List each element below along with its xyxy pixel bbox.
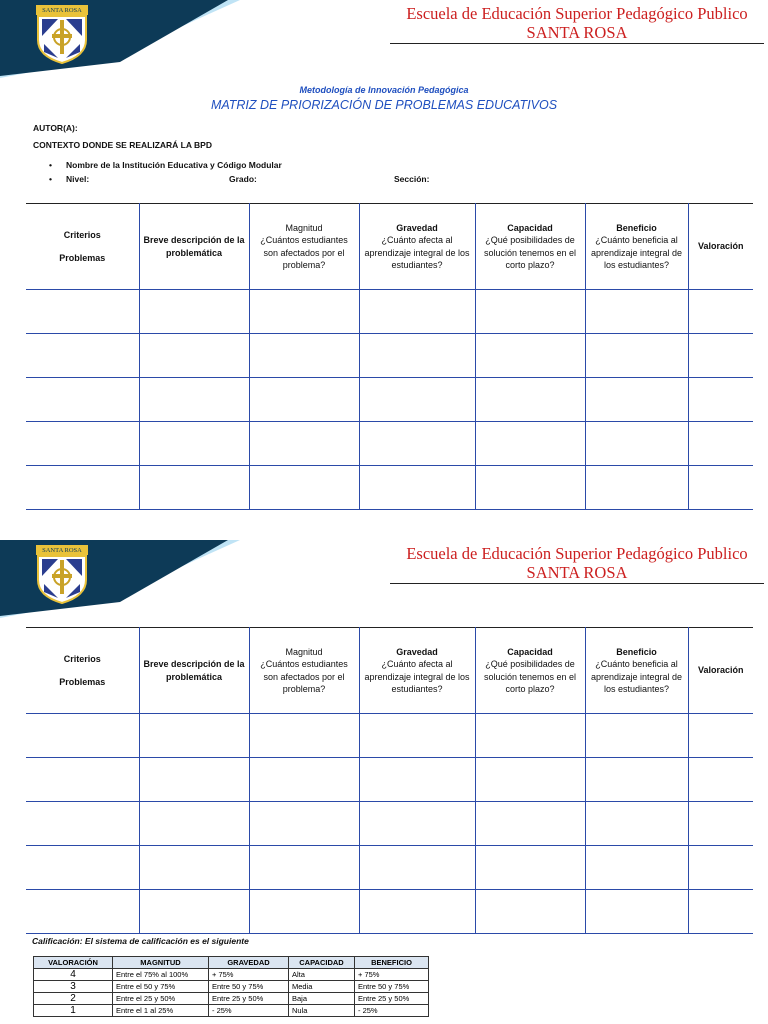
page-2	[0, 540, 768, 1024]
matrix-cell[interactable]	[475, 422, 585, 466]
matrix-cell[interactable]	[249, 714, 359, 758]
matrix-cell[interactable]	[688, 290, 753, 334]
matrix-cell[interactable]	[249, 890, 359, 934]
cal-cell-capacidad: Baja	[289, 993, 355, 1005]
cal-header-beneficio: BENEFICIO	[355, 957, 429, 969]
matrix-cell[interactable]	[139, 422, 249, 466]
cal-cell-magnitud: Entre el 25 y 50%	[113, 993, 209, 1005]
cal-cell-gravedad: + 75%	[209, 969, 289, 981]
school-name-line2: SANTA ROSA	[526, 563, 628, 582]
cal-cell-beneficio: Entre 50 y 75%	[355, 981, 429, 993]
criterios-label: Criterios	[63, 653, 101, 664]
matrix-cell[interactable]	[475, 714, 585, 758]
cal-cell-magnitud: Entre el 1 al 25%	[113, 1005, 209, 1017]
matrix-cell[interactable]	[249, 378, 359, 422]
matrix-cell[interactable]	[359, 334, 475, 378]
capacidad-question: ¿Qué posibilidades de solución tenemos en el corto plazo?	[483, 659, 577, 694]
matrix-cell[interactable]	[26, 334, 139, 378]
header-valoracion	[688, 204, 753, 290]
matrix-cell[interactable]	[359, 714, 475, 758]
matrix-row	[26, 422, 753, 466]
matrix-cell[interactable]	[26, 758, 139, 802]
matrix-cell[interactable]	[688, 802, 753, 846]
matrix-cell[interactable]	[26, 378, 139, 422]
matrix-cell[interactable]	[585, 714, 688, 758]
matrix-cell[interactable]	[475, 466, 585, 510]
document-subtitle: Metodología de Innovación Pedagógica	[299, 85, 469, 95]
matrix-cell[interactable]	[585, 466, 688, 510]
problemas-label: Problemas	[59, 252, 106, 263]
cal-cell-magnitud: Entre el 50 y 75%	[113, 981, 209, 993]
matrix-cell[interactable]	[475, 846, 585, 890]
matrix-cell[interactable]	[585, 758, 688, 802]
beneficio-question: ¿Cuánto beneficia al aprendizaje integral de los estudiantes?	[590, 235, 683, 270]
matrix-cell[interactable]	[359, 846, 475, 890]
gravedad-question: ¿Cuánto afecta al aprendizaje integral de los estudiantes?	[364, 659, 470, 694]
matrix-cell[interactable]	[475, 334, 585, 378]
capacidad-question: ¿Qué posibilidades de solución tenemos en el corto plazo?	[483, 235, 577, 270]
calificacion-row	[34, 981, 429, 993]
matrix-cell[interactable]	[249, 846, 359, 890]
beneficio-question: ¿Cuánto beneficia al aprendizaje integral de los estudiantes?	[590, 659, 683, 694]
cal-cell-capacidad: Media	[289, 981, 355, 993]
matrix-cell[interactable]	[139, 758, 249, 802]
cal-cell-beneficio: + 75%	[355, 969, 429, 981]
matrix-row	[26, 714, 753, 758]
school-name	[390, 4, 764, 42]
nivel-label: • Nivel:	[66, 174, 89, 184]
context-label: CONTEXTO DONDE SE REALIZARÁ LA BPD	[33, 140, 212, 150]
header-beneficio	[585, 204, 688, 290]
cal-header-gravedad: GRAVEDAD	[209, 957, 289, 969]
matrix-header-row	[26, 204, 753, 290]
cal-header-magnitud: MAGNITUD	[113, 957, 209, 969]
header-valoracion	[688, 628, 753, 714]
matrix-cell[interactable]	[585, 846, 688, 890]
matrix-cell[interactable]	[139, 334, 249, 378]
matrix-cell[interactable]	[249, 466, 359, 510]
matrix-cell[interactable]	[475, 290, 585, 334]
header-magnitud	[249, 204, 359, 290]
gravedad-title: Gravedad	[396, 646, 438, 657]
valoracion-label: Valoración	[697, 665, 744, 676]
school-name-line1: Escuela de Educación Superior Pedagógico Publico	[406, 544, 748, 563]
gravedad-question: ¿Cuánto afecta al aprendizaje integral de los estudiantes?	[364, 235, 470, 270]
logo-text	[37, 545, 87, 554]
header-magnitud	[249, 628, 359, 714]
matrix-cell[interactable]	[26, 890, 139, 934]
matrix-cell[interactable]	[249, 422, 359, 466]
matrix-cell[interactable]	[475, 378, 585, 422]
header-descripcion	[139, 204, 249, 290]
matrix-cell[interactable]	[359, 890, 475, 934]
header-rule	[390, 583, 764, 584]
matrix-cell[interactable]	[359, 290, 475, 334]
cal-cell-gravedad: Entre 25 y 50%	[209, 993, 289, 1005]
school-name	[390, 544, 764, 582]
beneficio-title: Beneficio	[616, 646, 657, 657]
header-capacidad	[475, 628, 585, 714]
matrix-cell[interactable]	[688, 846, 753, 890]
matrix-cell[interactable]	[139, 890, 249, 934]
calificacion-row	[34, 993, 429, 1005]
calificacion-row	[34, 969, 429, 981]
matrix-cell[interactable]	[359, 466, 475, 510]
matrix-row	[26, 890, 753, 934]
header-descripcion	[139, 628, 249, 714]
header-criterios	[26, 628, 139, 714]
matrix-cell[interactable]	[475, 758, 585, 802]
matrix-cell[interactable]	[585, 290, 688, 334]
descripcion-label: Breve descripción de la problemática	[143, 659, 245, 682]
matrix-cell[interactable]	[688, 422, 753, 466]
matrix-cell[interactable]	[359, 802, 475, 846]
matrix-header-row	[26, 628, 753, 714]
matrix-cell[interactable]	[475, 890, 585, 934]
matrix-cell[interactable]	[585, 378, 688, 422]
matrix-cell[interactable]	[249, 334, 359, 378]
header-rule	[390, 43, 764, 44]
matrix-cell[interactable]	[249, 290, 359, 334]
matrix-cell[interactable]	[26, 290, 139, 334]
page-separator	[0, 520, 768, 540]
cal-cell-magnitud: Entre el 75% al 100%	[113, 969, 209, 981]
header-capacidad	[475, 204, 585, 290]
matrix-cell[interactable]	[26, 846, 139, 890]
matrix-cell[interactable]	[688, 334, 753, 378]
matrix-cell[interactable]	[359, 758, 475, 802]
cal-cell-valoracion: 1	[34, 1005, 113, 1017]
problemas-label: Problemas	[59, 676, 106, 687]
matrix-cell[interactable]	[585, 890, 688, 934]
matrix-cell[interactable]	[139, 378, 249, 422]
magnitud-question: ¿Cuántos estudiantes son afectados por el problema?	[260, 659, 348, 694]
cal-cell-valoracion: 3	[34, 981, 113, 993]
matrix-cell[interactable]	[688, 758, 753, 802]
institution-label: • Nombre de la Institución Educativa y Código Modular	[66, 160, 282, 170]
matrix-cell[interactable]	[139, 466, 249, 510]
magnitud-question: ¿Cuántos estudiantes son afectados por el problema?	[260, 235, 348, 270]
gravedad-title: Gravedad	[396, 222, 438, 233]
cal-header-valoracion: VALORACIÓN	[34, 957, 113, 969]
matrix-cell[interactable]	[26, 422, 139, 466]
matrix-row	[26, 378, 753, 422]
matrix-row	[26, 334, 753, 378]
matrix-row	[26, 846, 753, 890]
criterios-label: Criterios	[63, 229, 101, 240]
valoracion-label: Valoración	[697, 241, 744, 252]
matrix-row	[26, 466, 753, 510]
matrix-cell[interactable]	[249, 758, 359, 802]
calificacion-table	[33, 956, 429, 1017]
matrix-cell[interactable]	[585, 334, 688, 378]
matrix-cell[interactable]	[26, 714, 139, 758]
cal-cell-beneficio: Entre 25 y 50%	[355, 993, 429, 1005]
cal-cell-valoracion: 2	[34, 993, 113, 1005]
matrix-row	[26, 758, 753, 802]
header-beneficio	[585, 628, 688, 714]
cal-cell-capacidad: Nula	[289, 1005, 355, 1017]
header-gravedad	[359, 628, 475, 714]
calificacion-header-row	[34, 957, 429, 969]
matrix-cell[interactable]	[688, 378, 753, 422]
logo-text	[37, 5, 87, 14]
matrix-cell[interactable]	[139, 846, 249, 890]
author-label: AUTOR(A):	[33, 123, 78, 133]
matrix-cell[interactable]	[26, 802, 139, 846]
capacidad-title: Capacidad	[507, 646, 553, 657]
matrix-cell[interactable]	[585, 802, 688, 846]
calificacion-row	[34, 1005, 429, 1017]
school-name-line1: Escuela de Educación Superior Pedagógico Publico	[406, 4, 748, 23]
matrix-cell[interactable]	[688, 890, 753, 934]
cal-cell-gravedad: Entre 50 y 75%	[209, 981, 289, 993]
matrix-cell[interactable]	[139, 290, 249, 334]
matrix-cell[interactable]	[249, 802, 359, 846]
matrix-cell[interactable]	[139, 714, 249, 758]
cal-cell-gravedad: - 25%	[209, 1005, 289, 1017]
matrix-cell[interactable]	[475, 802, 585, 846]
matrix-cell[interactable]	[359, 378, 475, 422]
matrix-cell[interactable]	[26, 466, 139, 510]
svg-text:SANTA ROSA: SANTA ROSA	[42, 7, 82, 14]
matrix-cell[interactable]	[585, 422, 688, 466]
school-name-line2: SANTA ROSA	[526, 23, 628, 42]
matrix-cell[interactable]	[688, 466, 753, 510]
svg-text:SANTA ROSA: SANTA ROSA	[42, 547, 82, 554]
matrix-row	[26, 802, 753, 846]
magnitud-title: Magnitud	[285, 222, 323, 233]
matrix-cell[interactable]	[359, 422, 475, 466]
cal-cell-valoracion: 4	[34, 969, 113, 981]
matrix-cell[interactable]	[139, 802, 249, 846]
matrix-row	[26, 290, 753, 334]
descripcion-label: Breve descripción de la problemática	[143, 235, 245, 258]
magnitud-title: Magnitud	[285, 646, 323, 657]
document-title: MATRIZ DE PRIORIZACIÓN DE PROBLEMAS EDUCATIVOS	[210, 98, 558, 112]
priorization-matrix	[26, 627, 753, 934]
beneficio-title: Beneficio	[616, 222, 657, 233]
matrix-cell[interactable]	[688, 714, 753, 758]
seccion-label: Sección:	[394, 174, 430, 184]
cal-cell-capacidad: Alta	[289, 969, 355, 981]
grado-label: Grado:	[229, 174, 257, 184]
priorization-matrix	[26, 203, 753, 510]
header-criterios	[26, 204, 139, 290]
capacidad-title: Capacidad	[507, 222, 553, 233]
calificacion-title: Calificación: El sistema de calificación es el siguiente	[32, 936, 249, 946]
header-gravedad	[359, 204, 475, 290]
cal-header-capacidad: CAPACIDAD	[289, 957, 355, 969]
cal-cell-beneficio: - 25%	[355, 1005, 429, 1017]
